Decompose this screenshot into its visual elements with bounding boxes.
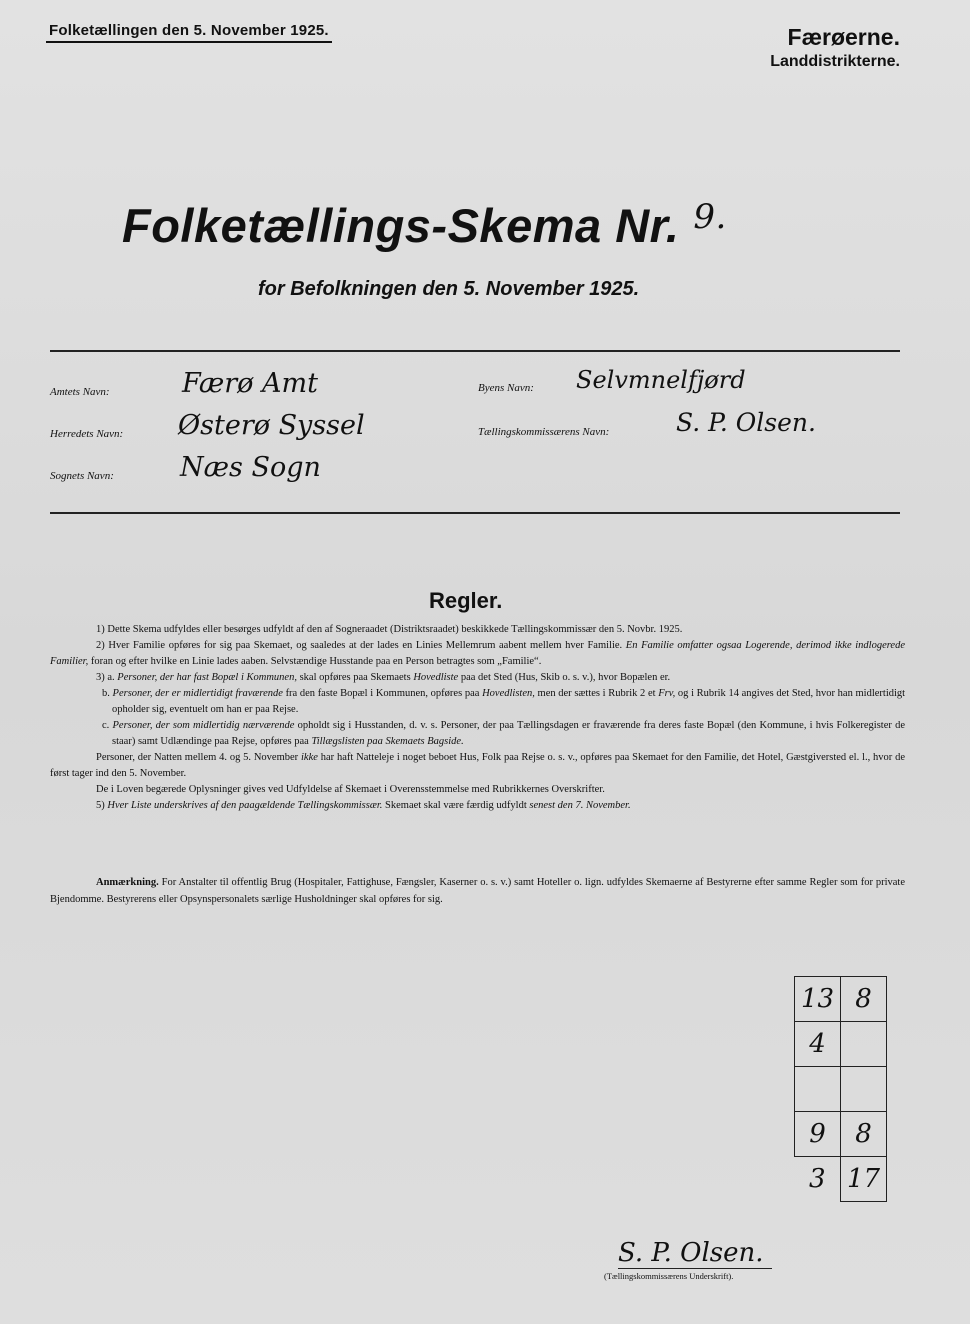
rule-3a: 3) a. Personer, der har fast Bopæl i Kommunen, skal opføres paa Skemaets Hovedliste paa det Sted (Hus, Skib o. s. v.), hvor Bopælen er. <box>96 672 671 683</box>
note-text: For Anstalter til offentlig Brug (Hospitaler, Fattighuse, Fængsler, Kaserner o. s. v.) samt Hoteller o. lign. udfyldes Skemaerne af Bestyrerne efter samme Regler som for private Bjendomme. Bestyrerens eller Opsynspersonalets særlige Husholdninger skal opføres for sig. <box>50 877 905 905</box>
form-subtitle: for Befolkningen den 5. November 1925. <box>258 278 640 300</box>
census-date-header: Folketællingen den 5. November 1925. <box>46 22 332 43</box>
tally-cell <box>841 1022 887 1067</box>
rule-1: 1) Dette Skema udfyldes eller besørges udfyldt af den af Sogneraadet (Distriktsraadet) beskikkede Tællingskommissær den 5. Novbr. 1925. <box>96 624 683 635</box>
herred-value-handwritten: Østerø Syssel <box>178 410 365 441</box>
rules-heading: Regler. <box>429 588 503 613</box>
form-number-handwritten: 9. <box>693 197 727 237</box>
kommissaer-value-handwritten: S. P. Olsen. <box>676 408 816 437</box>
form-title-text: Folketællings-Skema Nr. <box>122 199 680 252</box>
herred-label: Herredets Navn: <box>50 428 124 440</box>
by-label: Byens Navn: <box>478 382 534 394</box>
tally-cell: 9 <box>795 1112 841 1157</box>
by-value-handwritten: Selvmnelfjørd <box>576 366 746 394</box>
rule-3c: c. Personer, der som midlertidig nærværende opholdt sig i Husstanden, d. v. s. Personer, der paa Tællingsdagen er fraværende fra deres faste Bopæl (den Kommune, i hvis Folkeregister de staar) samt Udlændinge paa Rejse, opføres paa Tillægslisten paa Skemaets Bagside. <box>102 720 905 747</box>
tally-cell <box>795 1067 841 1112</box>
rule-5: 5) Hver Liste underskrives af den paagældende Tællingskommissær. Skemaet skal være færdig udfyldt senest den 7. November. <box>96 800 631 811</box>
tally-total-cell: 3 <box>795 1157 841 1202</box>
note-paragraph <box>50 874 905 908</box>
sogn-value-handwritten: Næs Sogn <box>180 452 321 483</box>
tally-total-cell: 17 <box>841 1157 887 1202</box>
signature-caption: (Tællingskommissærens Underskrift). <box>604 1271 734 1281</box>
sogn-label: Sognets Navn: <box>50 470 114 482</box>
rules-text <box>50 622 905 814</box>
tally-row <box>795 1022 887 1067</box>
rule-3d: Personer, der Natten mellem 4. og 5. November ikke har haft Natteleje i noget beboet Hus, Folk paa Rejse o. s. v., opføres paa Skemaet for den Familie, det Hotel, Gæstgiversted el. l., hvor de først tager ind den 5. November. <box>50 752 906 779</box>
top-divider <box>50 350 900 352</box>
kommissaer-label: Tællingskommissærens Navn: <box>478 426 610 438</box>
amt-value-handwritten: Færø Amt <box>182 368 318 399</box>
district-type: Landdistrikterne. <box>770 53 900 70</box>
note-label: Anmærkning. <box>96 877 159 888</box>
tally-row <box>795 1112 887 1157</box>
rule-2: 2) Hver Familie opføres for sig paa Skemaet, og saaledes at der lades en Linies Mellemrum aabent mellem hver Familie. En Familie omfatter ogsaa Logerende, derimod ikke indlogerede Familier, foran og efter hvilke en Linie lades aaben. Selvstændige Husstande paa en Person betragtes som „Familie“. <box>50 640 906 667</box>
tally-cell <box>841 1067 887 1112</box>
tally-table <box>794 976 887 1202</box>
form-title <box>122 198 802 253</box>
signature-handwritten: S. P. Olsen. <box>618 1238 772 1269</box>
tally-row <box>795 1067 887 1112</box>
tally-row <box>795 977 887 1022</box>
amt-label: Amtets Navn: <box>50 386 110 398</box>
region-header <box>770 24 900 71</box>
rule-4: De i Loven begærede Oplysninger gives ved Udfyldelse af Skemaet i Overensstemmelse med Rubrikkernes Overskrifter. <box>96 784 605 795</box>
tally-cell: 8 <box>841 977 887 1022</box>
tally-totals-row <box>795 1157 887 1202</box>
region-name: Færøerne. <box>787 24 900 50</box>
bottom-divider <box>50 512 900 514</box>
tally-cell: 8 <box>841 1112 887 1157</box>
tally-cell: 4 <box>795 1022 841 1067</box>
tally-cell: 13 <box>795 977 841 1022</box>
rule-3b: b. Personer, der er midlertidigt fraværende fra den faste Bopæl i Kommunen, opføres paa Hovedlisten, men der sættes i Rubrik 2 et Frv, og i Rubrik 14 angives det Sted, hvor han midlertidigt opholder sig, eventuelt om han er paa Rejse. <box>102 688 906 715</box>
